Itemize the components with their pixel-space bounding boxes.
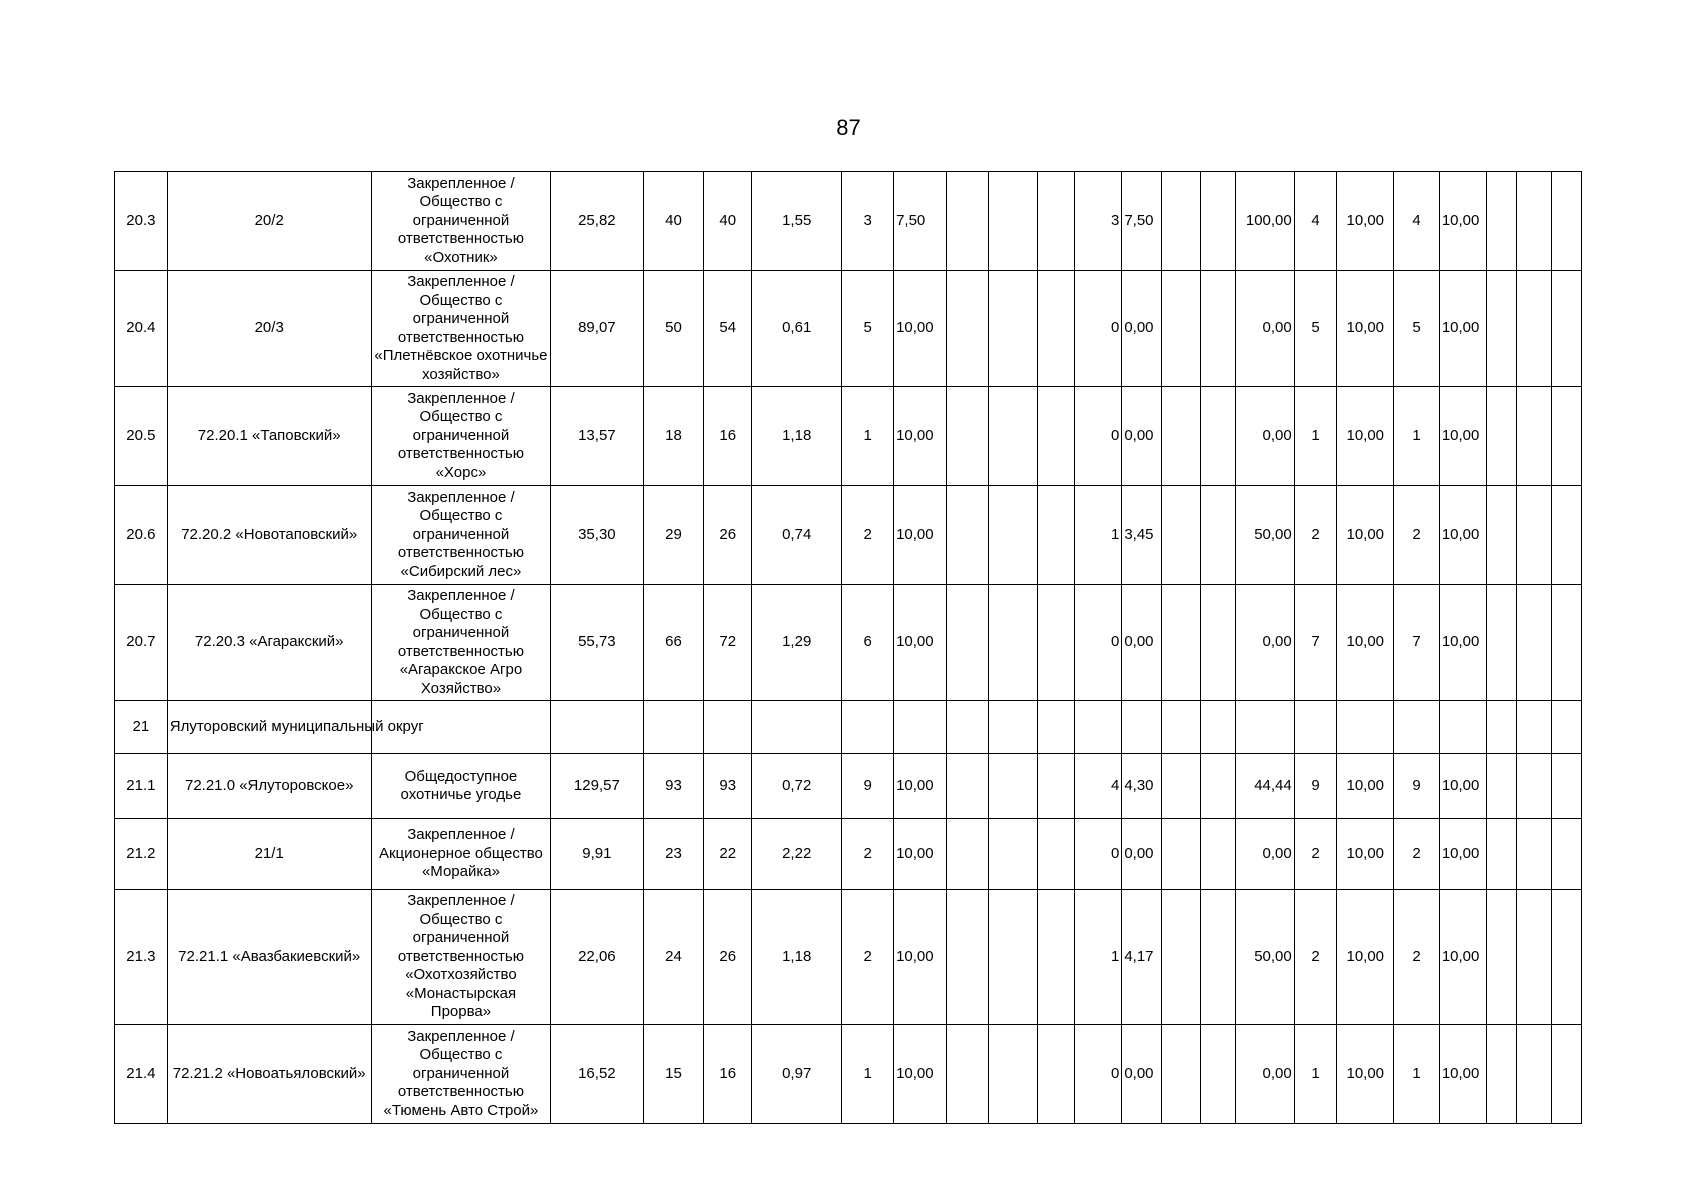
cell-value (946, 387, 989, 486)
cell-value: 10,00 (1337, 1025, 1394, 1124)
cell-value: 2,22 (752, 819, 842, 890)
cell-value: 1,18 (752, 890, 842, 1025)
cell-value: 2 (1394, 486, 1440, 585)
cell-value: 50,00 (1235, 890, 1294, 1025)
cell-value: 10,00 (1337, 387, 1394, 486)
cell-value (1552, 754, 1582, 819)
cell-value (1487, 486, 1516, 585)
cell-value: 10,00 (1439, 486, 1487, 585)
cell-value (1552, 387, 1582, 486)
cell-value: 2 (1394, 819, 1440, 890)
cell-value (1516, 486, 1552, 585)
cell-hunting-ground: 72.20.1 «Таповский» (167, 387, 371, 486)
cell-value (1122, 701, 1162, 754)
cell-value: 4,30 (1122, 754, 1162, 819)
cell-value: 10,00 (1337, 754, 1394, 819)
cell-number: 20.6 (115, 486, 168, 585)
cell-value (643, 701, 704, 754)
cell-value: 7 (1294, 585, 1337, 701)
cell-value (1516, 1025, 1552, 1124)
cell-value (946, 754, 989, 819)
cell-value (1201, 585, 1235, 701)
cell-area: 13,57 (551, 387, 643, 486)
table-row (115, 1025, 1582, 1124)
cell-value: 10,00 (894, 890, 947, 1025)
table-row (115, 172, 1582, 271)
cell-value: 40 (704, 172, 752, 271)
cell-value (989, 754, 1038, 819)
cell-value: 24 (643, 890, 704, 1025)
data-table (114, 171, 1582, 1124)
cell-value: 4 (1394, 172, 1440, 271)
cell-value (1201, 486, 1235, 585)
cell-value (1201, 754, 1235, 819)
cell-value: 18 (643, 387, 704, 486)
cell-value: 2 (1294, 486, 1337, 585)
cell-value (1337, 701, 1394, 754)
cell-value (1038, 387, 1075, 486)
cell-value (1552, 271, 1582, 387)
cell-hunting-ground: Ялуторовский муниципальный округ (167, 701, 371, 754)
cell-value: 0,00 (1235, 585, 1294, 701)
cell-value: 93 (704, 754, 752, 819)
cell-number: 20.7 (115, 585, 168, 701)
cell-value: 0,00 (1235, 819, 1294, 890)
cell-number: 20.3 (115, 172, 168, 271)
cell-value: 0 (1074, 1025, 1122, 1124)
cell-value (1439, 701, 1487, 754)
cell-value (1394, 701, 1440, 754)
cell-value: 10,00 (1337, 271, 1394, 387)
cell-value (1038, 172, 1075, 271)
cell-value: 26 (704, 486, 752, 585)
cell-value: 0,00 (1122, 585, 1162, 701)
cell-value (989, 271, 1038, 387)
cell-number: 21.3 (115, 890, 168, 1025)
cell-value (1038, 271, 1075, 387)
cell-value: 10,00 (894, 271, 947, 387)
cell-value (1516, 172, 1552, 271)
cell-value: 0 (1074, 819, 1122, 890)
cell-value: 1 (1074, 890, 1122, 1025)
cell-area: 25,82 (551, 172, 643, 271)
cell-value: 0,97 (752, 1025, 842, 1124)
cell-number: 21 (115, 701, 168, 754)
cell-value: 44,44 (1235, 754, 1294, 819)
cell-value: 7,50 (894, 172, 947, 271)
cell-value: 4 (1294, 172, 1337, 271)
cell-value (1161, 172, 1201, 271)
table-row (115, 754, 1582, 819)
cell-value: 2 (842, 890, 894, 1025)
cell-value: 72 (704, 585, 752, 701)
cell-value (989, 701, 1038, 754)
cell-value: 9 (842, 754, 894, 819)
cell-value (1516, 890, 1552, 1025)
cell-category-user: Закрепленное / Общество с ограниченной ответственностью «Тюмень Авто Строй» (371, 1025, 551, 1124)
table-row (115, 890, 1582, 1025)
cell-value (1487, 890, 1516, 1025)
cell-value: 7 (1394, 585, 1440, 701)
cell-area (551, 701, 643, 754)
cell-value (894, 701, 947, 754)
cell-value: 4 (1074, 754, 1122, 819)
cell-value (1516, 754, 1552, 819)
cell-value (1161, 486, 1201, 585)
cell-value (1516, 701, 1552, 754)
cell-value: 1,55 (752, 172, 842, 271)
cell-value (1487, 819, 1516, 890)
cell-value: 4,17 (1122, 890, 1162, 1025)
cell-value: 93 (643, 754, 704, 819)
cell-value (704, 701, 752, 754)
cell-value: 1 (842, 387, 894, 486)
cell-value (1487, 172, 1516, 271)
cell-number: 20.5 (115, 387, 168, 486)
cell-value: 1 (1294, 387, 1337, 486)
table-row (115, 819, 1582, 890)
cell-value: 0,00 (1122, 271, 1162, 387)
cell-value (1038, 819, 1075, 890)
cell-value: 1 (842, 1025, 894, 1124)
cell-value: 5 (842, 271, 894, 387)
cell-value (1161, 819, 1201, 890)
cell-value (1294, 701, 1337, 754)
cell-value: 10,00 (1439, 271, 1487, 387)
cell-category-user: Общедоступное охотничье угодье (371, 754, 551, 819)
cell-value: 50,00 (1235, 486, 1294, 585)
cell-value (989, 890, 1038, 1025)
cell-value: 29 (643, 486, 704, 585)
cell-value (1235, 701, 1294, 754)
cell-value: 1,18 (752, 387, 842, 486)
cell-value (1487, 387, 1516, 486)
cell-number: 20.4 (115, 271, 168, 387)
cell-value: 1 (1394, 1025, 1440, 1124)
cell-value (989, 387, 1038, 486)
cell-value (1552, 486, 1582, 585)
cell-value (989, 585, 1038, 701)
cell-value (1552, 819, 1582, 890)
cell-hunting-ground: 20/3 (167, 271, 371, 387)
cell-category-user: Закрепленное / Общество с ограниченной ответственностью «Сибирский лес» (371, 486, 551, 585)
cell-value: 23 (643, 819, 704, 890)
cell-value (1201, 387, 1235, 486)
cell-value: 10,00 (1337, 172, 1394, 271)
cell-value (989, 486, 1038, 585)
cell-value: 40 (643, 172, 704, 271)
cell-hunting-ground: 72.20.2 «Новотаповский» (167, 486, 371, 585)
cell-value (1038, 1025, 1075, 1124)
cell-value (1516, 819, 1552, 890)
cell-value: 10,00 (1439, 387, 1487, 486)
cell-hunting-ground: 72.21.1 «Авазбакиевский» (167, 890, 371, 1025)
cell-value (989, 172, 1038, 271)
cell-value: 0,00 (1122, 1025, 1162, 1124)
cell-area: 55,73 (551, 585, 643, 701)
cell-value (1161, 585, 1201, 701)
table-row (115, 486, 1582, 585)
cell-number: 21.1 (115, 754, 168, 819)
cell-value: 2 (1394, 890, 1440, 1025)
cell-value: 1 (1394, 387, 1440, 486)
cell-value: 15 (643, 1025, 704, 1124)
cell-value: 0,72 (752, 754, 842, 819)
cell-value: 0,74 (752, 486, 842, 585)
table-row (115, 701, 1582, 754)
cell-value: 26 (704, 890, 752, 1025)
table-row (115, 271, 1582, 387)
cell-value (946, 701, 989, 754)
cell-value: 0 (1074, 387, 1122, 486)
cell-value: 3,45 (1122, 486, 1162, 585)
cell-value: 5 (1294, 271, 1337, 387)
cell-value: 1,29 (752, 585, 842, 701)
table-row (115, 585, 1582, 701)
cell-value (946, 1025, 989, 1124)
cell-value (1161, 890, 1201, 1025)
cell-value (989, 1025, 1038, 1124)
cell-value (1038, 585, 1075, 701)
cell-hunting-ground: 72.21.0 «Ялуторовское» (167, 754, 371, 819)
cell-value: 6 (842, 585, 894, 701)
cell-value (1552, 701, 1582, 754)
cell-area: 9,91 (551, 819, 643, 890)
cell-value: 10,00 (1337, 890, 1394, 1025)
cell-category-user: Закрепленное / Общество с ограниченной ответственностью «Охотхозяйство «Монастырская Прорва» (371, 890, 551, 1025)
cell-value: 100,00 (1235, 172, 1294, 271)
cell-value: 0,00 (1235, 1025, 1294, 1124)
cell-value: 0,00 (1122, 387, 1162, 486)
cell-value (1201, 172, 1235, 271)
cell-value: 10,00 (894, 387, 947, 486)
cell-value: 10,00 (1337, 585, 1394, 701)
cell-value (1038, 754, 1075, 819)
cell-value: 0,00 (1122, 819, 1162, 890)
cell-value: 0,00 (1235, 271, 1294, 387)
cell-value (1038, 701, 1075, 754)
cell-value (1487, 701, 1516, 754)
cell-hunting-ground: 72.20.3 «Агаракский» (167, 585, 371, 701)
cell-value: 0,61 (752, 271, 842, 387)
cell-area: 35,30 (551, 486, 643, 585)
cell-hunting-ground: 20/2 (167, 172, 371, 271)
cell-category-user: Закрепленное / Общество с ограниченной ответственностью «Охотник» (371, 172, 551, 271)
cell-value: 22 (704, 819, 752, 890)
cell-value (1201, 271, 1235, 387)
cell-value: 0 (1074, 271, 1122, 387)
cell-value (1487, 271, 1516, 387)
cell-hunting-ground: 72.21.2 «Новоатьяловский» (167, 1025, 371, 1124)
cell-value: 0 (1074, 585, 1122, 701)
cell-value: 10,00 (894, 754, 947, 819)
cell-category-user: Закрепленное /Общество с ограниченной ответственностью «Плетнёвское охотничье хозяйство» (371, 271, 551, 387)
cell-value (1161, 701, 1201, 754)
cell-value (1201, 1025, 1235, 1124)
cell-value (1161, 271, 1201, 387)
cell-value: 10,00 (1439, 754, 1487, 819)
cell-value (1161, 1025, 1201, 1124)
cell-value (1487, 754, 1516, 819)
cell-value (1552, 585, 1582, 701)
cell-value (1552, 172, 1582, 271)
cell-value (1552, 890, 1582, 1025)
cell-value: 50 (643, 271, 704, 387)
cell-value (1516, 387, 1552, 486)
cell-value: 2 (842, 819, 894, 890)
cell-value (946, 486, 989, 585)
cell-category-user: Закрепленное / Общество с ограниченной ответственностью «Хорс» (371, 387, 551, 486)
cell-value (1074, 701, 1122, 754)
cell-value (1487, 585, 1516, 701)
cell-value: 5 (1394, 271, 1440, 387)
cell-area: 22,06 (551, 890, 643, 1025)
cell-value (1552, 1025, 1582, 1124)
cell-value: 10,00 (1439, 172, 1487, 271)
cell-value: 9 (1294, 754, 1337, 819)
cell-hunting-ground: 21/1 (167, 819, 371, 890)
cell-area: 129,57 (551, 754, 643, 819)
cell-value: 54 (704, 271, 752, 387)
cell-value (946, 890, 989, 1025)
cell-value (1161, 754, 1201, 819)
cell-value (1201, 819, 1235, 890)
cell-value: 3 (842, 172, 894, 271)
cell-value (1201, 890, 1235, 1025)
cell-value: 16 (704, 387, 752, 486)
cell-area: 89,07 (551, 271, 643, 387)
cell-value: 10,00 (1439, 1025, 1487, 1124)
cell-value: 10,00 (894, 585, 947, 701)
cell-value (752, 701, 842, 754)
cell-value (946, 585, 989, 701)
cell-category-user: Закрепленное / Общество с ограниченной ответственностью «Агаракское Агро Хозяйство» (371, 585, 551, 701)
cell-area: 16,52 (551, 1025, 643, 1124)
cell-value (1516, 585, 1552, 701)
cell-category-user: Закрепленное / Акционерное общество «Морайка» (371, 819, 551, 890)
cell-value (1516, 271, 1552, 387)
table-row (115, 387, 1582, 486)
cell-value: 2 (842, 486, 894, 585)
cell-value (842, 701, 894, 754)
cell-value (1038, 486, 1075, 585)
cell-value (946, 172, 989, 271)
cell-value: 7,50 (1122, 172, 1162, 271)
cell-number: 21.4 (115, 1025, 168, 1124)
cell-value (946, 819, 989, 890)
cell-value (1161, 387, 1201, 486)
cell-value (1201, 701, 1235, 754)
cell-value: 3 (1074, 172, 1122, 271)
cell-value: 1 (1294, 1025, 1337, 1124)
cell-value: 2 (1294, 819, 1337, 890)
cell-value (946, 271, 989, 387)
cell-value: 2 (1294, 890, 1337, 1025)
cell-value: 9 (1394, 754, 1440, 819)
cell-value: 10,00 (1439, 890, 1487, 1025)
cell-value (989, 819, 1038, 890)
cell-value: 1 (1074, 486, 1122, 585)
cell-value: 10,00 (1439, 585, 1487, 701)
cell-value: 10,00 (894, 1025, 947, 1124)
cell-value: 16 (704, 1025, 752, 1124)
cell-value (1038, 890, 1075, 1025)
page-number: 87 (836, 115, 861, 140)
cell-value: 0,00 (1235, 387, 1294, 486)
cell-value: 10,00 (1337, 486, 1394, 585)
cell-number: 21.2 (115, 819, 168, 890)
cell-value: 66 (643, 585, 704, 701)
cell-value: 10,00 (894, 486, 947, 585)
cell-value (1487, 1025, 1516, 1124)
cell-value: 10,00 (1337, 819, 1394, 890)
cell-value: 10,00 (1439, 819, 1487, 890)
cell-value: 10,00 (894, 819, 947, 890)
